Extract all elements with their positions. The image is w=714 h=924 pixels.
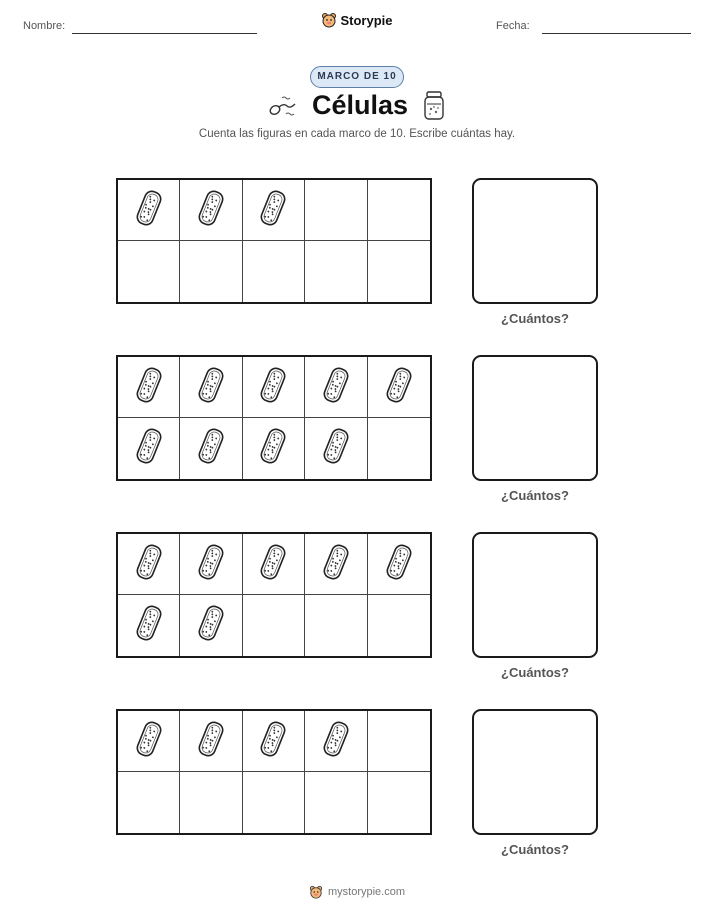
how-many-label: ¿Cuántos?: [501, 488, 569, 503]
name-line[interactable]: [72, 33, 257, 34]
cell-icon: [258, 719, 288, 764]
ten-frame-cell: [305, 534, 367, 595]
ten-frame-block: [0, 178, 714, 338]
cell-icon: [258, 365, 288, 410]
page-title: Células: [311, 90, 409, 120]
ten-frame-cell: [243, 418, 305, 479]
ten-frame-cell: [305, 418, 367, 479]
ten-frame-cell: [243, 711, 305, 772]
ten-frame-cell: [305, 357, 367, 418]
ten-frame-cell: [368, 711, 430, 772]
ten-frame-cell: [118, 357, 180, 418]
ten-frame-cell: [180, 357, 242, 418]
how-many-label: ¿Cuántos?: [501, 842, 569, 857]
footer-url[interactable]: mystorypie.com: [327, 886, 406, 898]
answer-box[interactable]: [472, 178, 598, 304]
ten-frame-cell: [118, 711, 180, 772]
cell-icon: [196, 188, 226, 233]
date-label: Fecha:: [496, 20, 530, 32]
ten-frame-cell: [243, 180, 305, 241]
ten-frame-cell: [368, 534, 430, 595]
cell-icon: [258, 542, 288, 587]
ten-frame-cell: [305, 595, 367, 656]
specimen-jar-icon: [422, 91, 446, 121]
ten-frame-cell: [368, 772, 430, 833]
storypie-bear-icon: [321, 12, 337, 28]
cell-icon: [196, 365, 226, 410]
ten-frame-cell: [180, 534, 242, 595]
cell-icon: [196, 719, 226, 764]
cell-icon: [196, 426, 226, 471]
ten-frame: [116, 532, 432, 658]
how-many-label: ¿Cuántos?: [501, 311, 569, 326]
ten-frame-cell: [118, 180, 180, 241]
ten-frame-cell: [180, 418, 242, 479]
cell-icon: [134, 426, 164, 471]
ten-frame-cell: [305, 241, 367, 302]
cell-icon: [384, 542, 414, 587]
ten-frame-cell: [368, 595, 430, 656]
ten-frame-cell: [180, 241, 242, 302]
cell-icon: [384, 365, 414, 410]
ten-frame: [116, 355, 432, 481]
worksheet-type-badge: MARCO DE 10: [310, 66, 404, 88]
ten-frame-cell: [243, 357, 305, 418]
answer-box[interactable]: [472, 355, 598, 481]
date-line[interactable]: [542, 33, 691, 34]
ten-frame-cell: [118, 534, 180, 595]
ten-frame-cell: [180, 595, 242, 656]
ten-frame-cell: [118, 595, 180, 656]
ten-frame-cell: [368, 357, 430, 418]
name-label: Nombre:: [23, 20, 66, 32]
cell-icon: [134, 603, 164, 648]
storypie-bear-icon: [309, 885, 323, 899]
footer: [0, 885, 714, 899]
ten-frame-block: [0, 355, 714, 515]
sperm-cell-icon: [268, 94, 298, 118]
ten-frame-cell: [305, 711, 367, 772]
cell-icon: [321, 719, 351, 764]
title-row: [0, 90, 714, 121]
ten-frame: [116, 709, 432, 835]
cell-icon: [134, 719, 164, 764]
cell-icon: [258, 426, 288, 471]
ten-frame-block: [0, 709, 714, 869]
cell-icon: [134, 365, 164, 410]
ten-frame-cell: [243, 595, 305, 656]
ten-frame-cell: [305, 180, 367, 241]
ten-frame-cell: [180, 180, 242, 241]
ten-frame-cell: [368, 418, 430, 479]
ten-frame-cell: [368, 180, 430, 241]
brand: [0, 12, 714, 33]
ten-frame-cell: [243, 772, 305, 833]
ten-frame-block: [0, 532, 714, 692]
cell-icon: [321, 426, 351, 471]
cell-icon: [321, 542, 351, 587]
ten-frame-cell: [118, 418, 180, 479]
cell-icon: [196, 542, 226, 587]
ten-frame-cell: [118, 772, 180, 833]
ten-frame-cell: [368, 241, 430, 302]
instructions: Cuenta las figuras en cada marco de 10. Escribe cuántas hay.: [198, 128, 516, 140]
ten-frame: [116, 178, 432, 304]
ten-frame-cell: [243, 241, 305, 302]
answer-box[interactable]: [472, 532, 598, 658]
ten-frame-cell: [305, 772, 367, 833]
ten-frame-cell: [118, 241, 180, 302]
cell-icon: [196, 603, 226, 648]
cell-icon: [321, 365, 351, 410]
answer-box[interactable]: [472, 709, 598, 835]
ten-frame-cell: [180, 711, 242, 772]
ten-frame-cell: [180, 772, 242, 833]
cell-icon: [134, 542, 164, 587]
how-many-label: ¿Cuántos?: [501, 665, 569, 680]
ten-frame-cell: [243, 534, 305, 595]
brand-name: Storypie: [340, 12, 393, 28]
cell-icon: [134, 188, 164, 233]
cell-icon: [258, 188, 288, 233]
